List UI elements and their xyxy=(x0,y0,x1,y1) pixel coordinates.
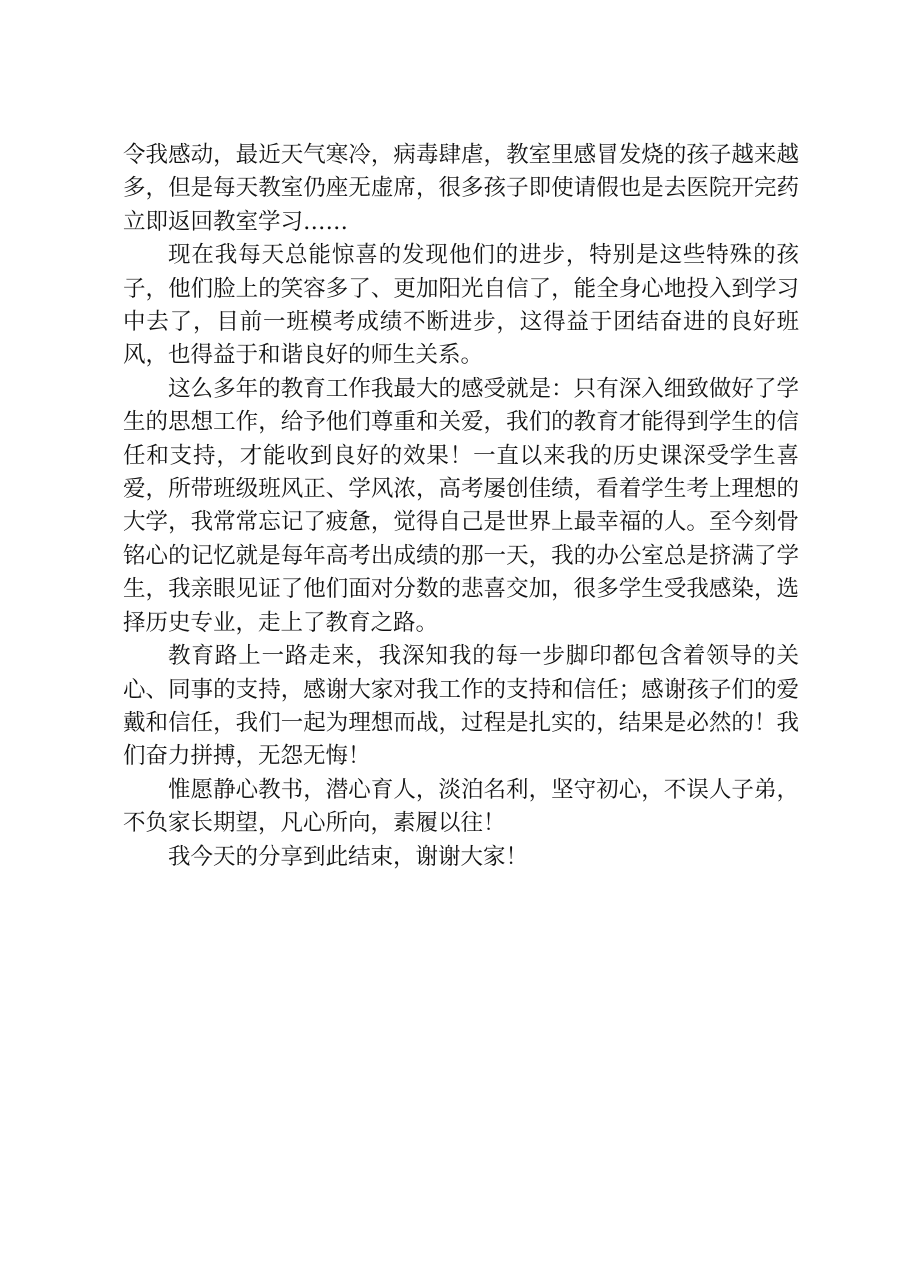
paragraph-1: 令我感动，最近天气寒冷，病毒肆虐，教室里感冒发烧的孩子越来越多，但是每天教室仍座无虚席，很多孩子即使请假也是去医院开完药立即返回教室学习…… xyxy=(123,142,799,235)
paragraph-5: 惟愿静心教书，潜心育人，淡泊名利，坚守初心，不误人子弟，不负家长期望，凡心所向，素履以往！ xyxy=(123,776,799,837)
document-body xyxy=(123,139,799,874)
paragraph-2: 现在我每天总能惊喜的发现他们的进步，特别是这些特殊的孩子，他们脸上的笑容多了、更加阳光自信了，能全身心地投入到学习中去了，目前一班模考成绩不断进步，这得益于团结奋进的良好班风，也得益于和谐良好的师生关系。 xyxy=(123,242,799,369)
paragraph-6: 我今天的分享到此结束，谢谢大家！ xyxy=(168,843,529,870)
paragraph-4: 教育路上一路走来，我深知我的每一步脚印都包含着领导的关心、同事的支持，感谢大家对我工作的支持和信任；感谢孩子们的爱戴和信任，我们一起为理想而战，过程是扎实的，结果是必然的！我们奋力拼搏，无怨无悔！ xyxy=(123,643,799,770)
paragraph-3: 这么多年的教育工作我最大的感受就是：只有深入细致做好了学生的思想工作，给予他们尊重和关爱，我们的教育才能得到学生的信任和支持，才能收到良好的效果！一直以来我的历史课深受学生喜爱，所带班级班风正、学风浓，高考屡创佳绩，看着学生考上理想的大学，我常常忘记了疲惫，觉得自己是世界上最幸福的人。至今刻骨铭心的记忆就是每年高考出成绩的那一天，我的办公室总是挤满了学生，我亲眼见证了他们面对分数的悲喜交加，很多学生受我感染，选择历史专业，走上了教育之路。 xyxy=(123,375,799,636)
